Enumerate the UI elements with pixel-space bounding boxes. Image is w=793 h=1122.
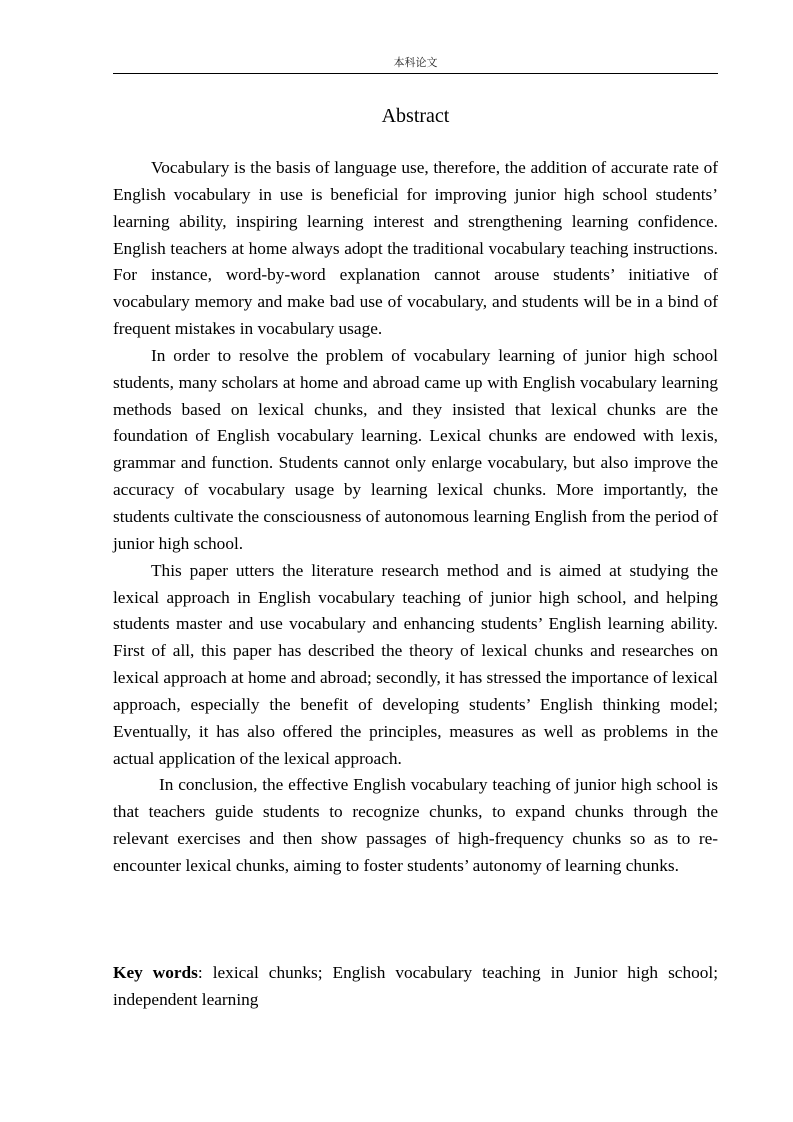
page-header: 本科论文 — [393, 56, 438, 69]
keywords-label: Key words — [113, 963, 198, 982]
header-rule — [113, 73, 718, 74]
abstract-paragraph-4: In conclusion, the effective English vocabulary teaching of junior high school is that teachers guide students to recognize chunks, to expand chunks through the relevant exercises and then show passages of high-frequency chunks so as to re-encounter lexical chunks, aiming to foster students’ autonomy of learning chunks. — [113, 775, 718, 875]
keywords-text: lexical chunks; English vocabulary teaching in Junior high school; independent learning — [113, 963, 718, 1009]
keywords-block — [113, 959, 718, 1013]
abstract-paragraph-2: In order to resolve the problem of vocabulary learning of junior high school students, many scholars at home and abroad came up with English vocabulary learning methods based on lexical chunks, and they insisted that lexical chunks are the foundation of English vocabulary learning. Lexical chunks are endowed with lexis, grammar and function. Students cannot only enlarge vocabulary, but also improve the accuracy of vocabulary usage by learning lexical chunks. More importantly, the students cultivate the consciousness of autonomous learning English from the period of junior high school. — [113, 345, 718, 553]
abstract-paragraph-1: Vocabulary is the basis of language use, therefore, the addition of accurate rate of English vocabulary in use is beneficial for improving junior high school students’ learning ability, inspiring learning interest and strengthening learning confidence. English teachers at home always adopt the traditional vocabulary teaching instructions. For instance, word-by-word explanation cannot arouse students’ initiative of vocabulary memory and make bad use of vocabulary, and students will be in a bind of frequent mistakes in vocabulary usage. — [113, 158, 718, 339]
abstract-paragraph-3: This paper utters the literature research method and is aimed at studying the lexical approach in English vocabulary teaching of junior high school, and helping students master and use vocabulary and enhancing students’ English learning ability. First of all, this paper has described the theory of lexical chunks and researches on lexical approach at home and abroad; secondly, it has stressed the importance of lexical approach, especially the benefit of developing students’ English thinking model; Eventually, it has also offered the principles, measures as well as problems in the actual application of the lexical approach. — [113, 560, 718, 768]
abstract-body — [113, 155, 718, 880]
abstract-title: Abstract — [381, 105, 450, 127]
keywords-separator: : — [197, 963, 213, 982]
